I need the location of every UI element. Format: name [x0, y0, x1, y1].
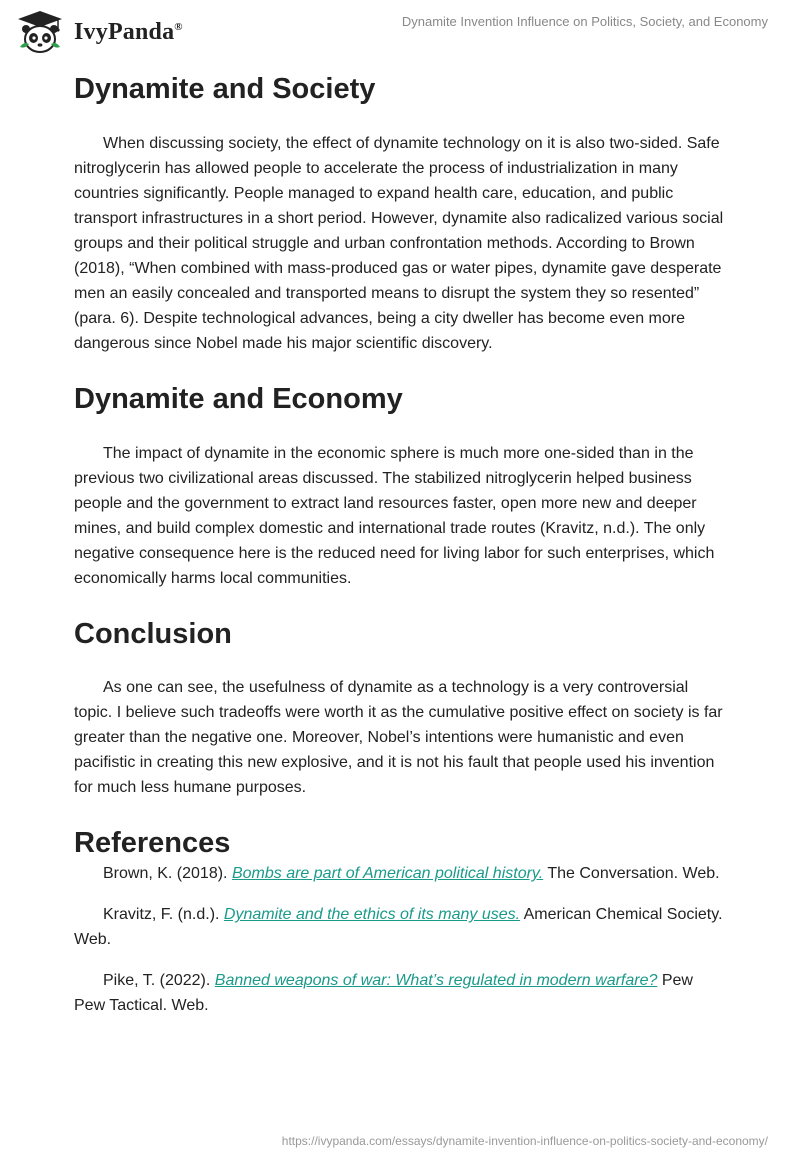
- reference-item: Kravitz, F. (n.d.). Dynamite and the ethics of its many uses. American Chemical Society. Web.: [74, 906, 723, 949]
- ivypanda-logo[interactable]: [14, 8, 183, 56]
- reference-link-pike[interactable]: Banned weapons of war: What’s regulated in modern warfare?: [214, 972, 658, 990]
- reference-item: Brown, K. (2018). Bombs are part of American political history. The Conversation. Web.: [103, 865, 720, 883]
- page-header: [0, 0, 800, 64]
- heading-conclusion: Conclusion: [74, 617, 232, 650]
- reference-link-kravitz[interactable]: Dynamite and the ethics of its many uses.: [223, 906, 521, 924]
- heading-references: References: [74, 827, 231, 860]
- brand-name: IvyPanda®: [74, 18, 183, 45]
- footer-url[interactable]: https://ivypanda.com/essays/dynamite-invention-influence-on-politics-society-and-economy/: [281, 1134, 768, 1148]
- paragraph-society: When discussing society, the effect of dynamite technology on it is also two-sided. Safe nitroglycerin has allowed people to accelerate the process of industrialization in many countries significantly. People managed to expand health care, education, and public transport infrastructures in a short period. However, dynamite also radicalized various social groups and their political struggle and urban confrontation methods. According to Brown (2018), “When combined with mass-produced gas or water pipes, dynamite gave desperate men an easily concealed and transported means to disrupt the system they so resented” (para. 6). Despite technological advances, being a city dweller has become even more dangerous since Nobel made his major scientific discovery.: [74, 134, 724, 352]
- document-title: Dynamite Invention Influence on Politics, Society, and Economy: [401, 14, 768, 29]
- reference-item: Pike, T. (2022). Banned weapons of war: What’s regulated in modern warfare? Pew Pew Tactical. Web.: [74, 972, 693, 1015]
- panda-graduate-icon: [14, 9, 66, 55]
- heading-society: Dynamite and Society: [74, 73, 376, 105]
- paragraph-conclusion: As one can see, the usefulness of dynamite as a technology is a very controversial topic. I believe such tradeoffs were worth it as the cumulative positive effect on society is far greater than the negative one. Moreover, Nobel’s intentions were humanistic and even pacifistic in creating this new explosive, and it is not his fault that people used his invention for much less humane purposes.: [74, 679, 723, 797]
- reference-link-brown[interactable]: Bombs are part of American political history.: [231, 865, 544, 883]
- paragraph-economy: The impact of dynamite in the economic sphere is much more one-sided than in the previous two civilizational areas discussed. The stabilized nitroglycerin helped business people and the government to extract land resources faster, open more new and deeper mines, and build complex domestic and international trade routes (Kravitz, n.d.). The only negative consequence here is the reduced need for living labor for such enterprises, which economically harms local communities.: [74, 444, 715, 587]
- heading-economy: Dynamite and Economy: [74, 382, 403, 415]
- essay-content: [74, 70, 724, 1018]
